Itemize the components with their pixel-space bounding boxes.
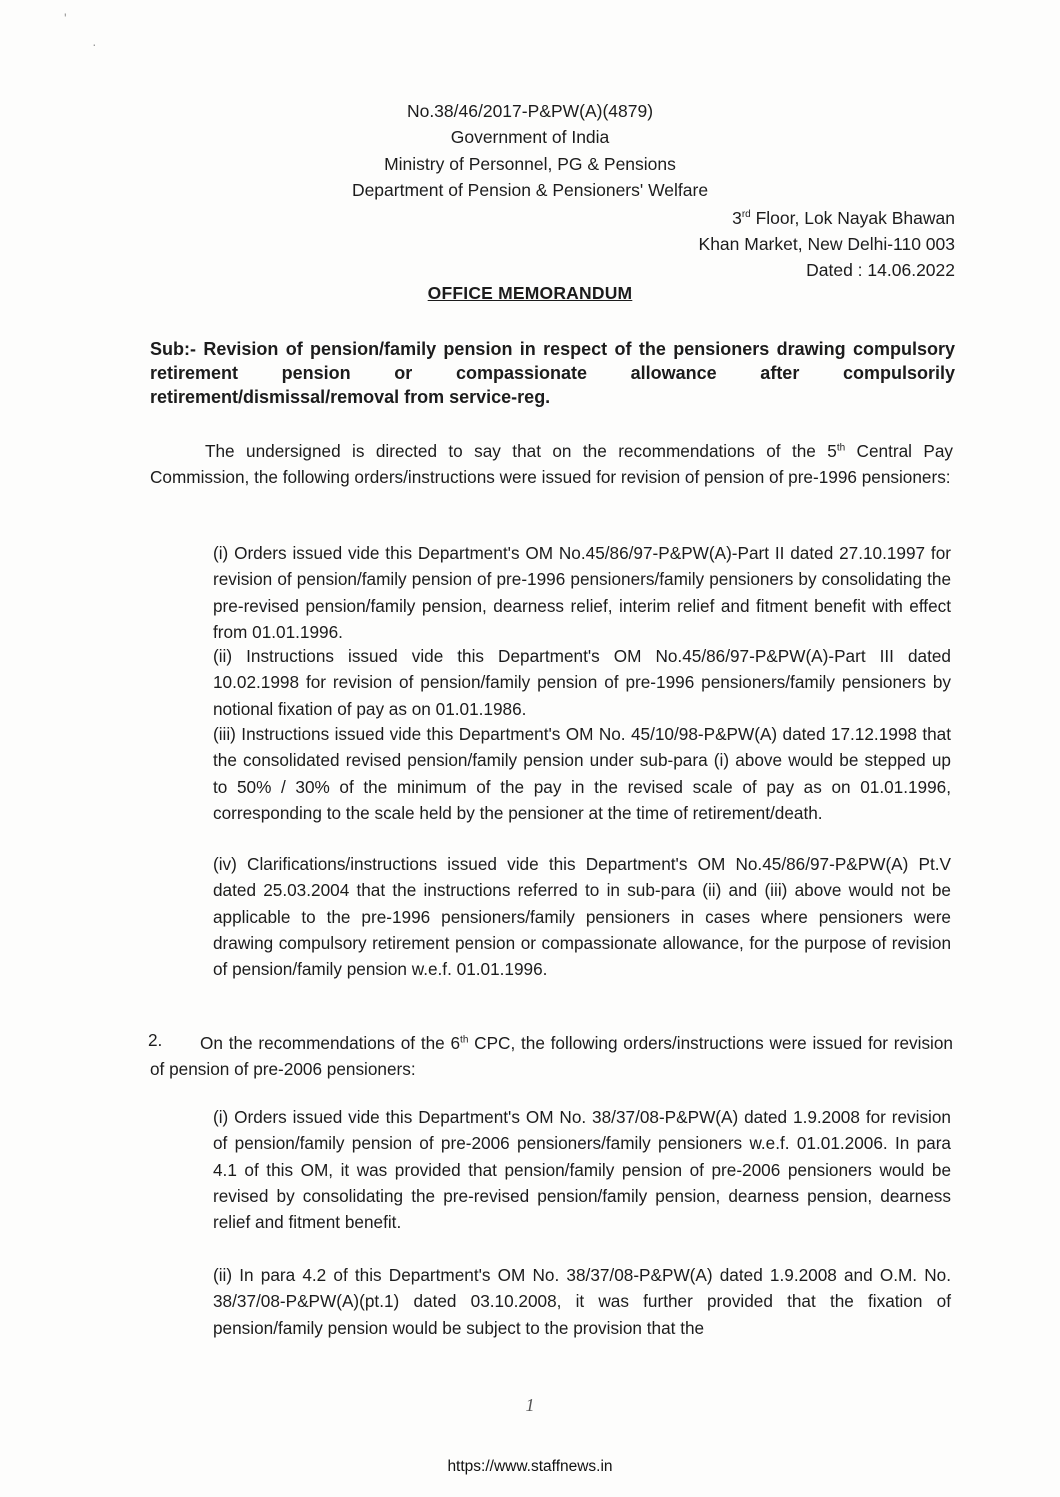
para1-item-iv: (iv) Clarifications/instructions issued vide this Department's OM No.45/86/97-P&PW(A) Pt.V dated 25.03.2004 that the instructions referred to in sub-para (ii) and (iii) above would not be applicable to the pre-1996 pensioners/family pensioners in cases where pensioners were drawing compulsory retirement pension or compassionate allowance, for the purpose of revision of pension/family pension w.e.f. 01.01.1996. (213, 854, 951, 980)
paragraph-2: On the recommendations of the 6th CPC, the following orders/instructions were issued for revision of pension of pre-2006 pensioners: (150, 1033, 953, 1079)
ministry-line: Ministry of Personnel, PG & Pensions (384, 154, 676, 174)
paragraph-1: The undersigned is directed to say that on the recommendations of the 5th Central Pay Commission, the following orders/instructions were issued for revision of pension of pre-1996 pensioners: (150, 441, 953, 487)
address-line-2: Khan Market, New Delhi-110 003 (698, 234, 955, 254)
address-block (699, 205, 955, 283)
page-number: 1 (525, 1395, 535, 1415)
para1-item-ii: (ii) Instructions issued vide this Department's OM No.45/86/97-P&PW(A)-Part III dated 10.02.1998 for revision of pension/family pension of pre-1996 pensioners/family pensioners by notional fixation of pay as on 01.01.1986. (213, 646, 951, 719)
para1-item-iii: (iii) Instructions issued vide this Department's OM No. 45/10/98-P&PW(A) dated 17.12.1998 that the consolidated revised pension/family pension under sub-para (i) above would be stepped up to 50% / 30% of the minimum of the pay in the revised scale of pay as on 01.01.1996, corresponding to the scale held by the pensioner at the time of retirement/death. (213, 724, 951, 823)
subject-text: Sub:- Revision of pension/family pension in respect of the pensioners drawing compulsory retirement pension or compassionate allowance after compulsorily retirement/dismissal/removal from service-reg. (150, 339, 955, 407)
reference-number: No.38/46/2017-P&PW(A)(4879) (406, 101, 654, 121)
paragraph-2-number: 2. (148, 1030, 163, 1050)
scan-mark: · (92, 36, 97, 52)
memo-title: OFFICE MEMORANDUM (427, 283, 633, 303)
date-line: Dated : 14.06.2022 (806, 260, 955, 280)
scan-mark: ' (64, 10, 67, 26)
para2-item-i: (i) Orders issued vide this Department's OM No. 38/37/08-P&PW(A) dated 1.9.2008 for revision of pension/family pension of pre-2006 pensioners/family pensioners w.e.f. 01.01.2006. In para 4.1 of this OM, it was provided that pension/family pension of pre-2006 pensioners would be revised by consolidating the pre-revised pension/family pension, dearness pension, dearness relief and fitment benefit. (213, 1107, 951, 1233)
para1-item-i: (i) Orders issued vide this Department's OM No.45/86/97-P&PW(A)-Part II dated 27.10.1997 for revision of pension/family pension of pre-1996 pensioners/family pensioners by consolidating the pre-revised pension/family pension, dearness relief, interim relief and fitment benefit with effect from 01.01.1996. (213, 543, 951, 642)
address-line-1: 3rd Floor, Lok Nayak Bhawan (732, 208, 955, 228)
para2-item-ii: (ii) In para 4.2 of this Department's OM No. 38/37/08-P&PW(A) dated 1.9.2008 and O.M. No. 38/37/08-P&PW(A)(pt.1) dated 03.10.2008, it was further provided that the fixation of pension/family pension would be subject to the provision that the (213, 1265, 951, 1338)
department-line: Department of Pension & Pensioners' Welfare (351, 180, 709, 200)
govt-line: Government of India (450, 127, 610, 147)
footer-url: https://www.staffnews.in (447, 1458, 613, 1475)
